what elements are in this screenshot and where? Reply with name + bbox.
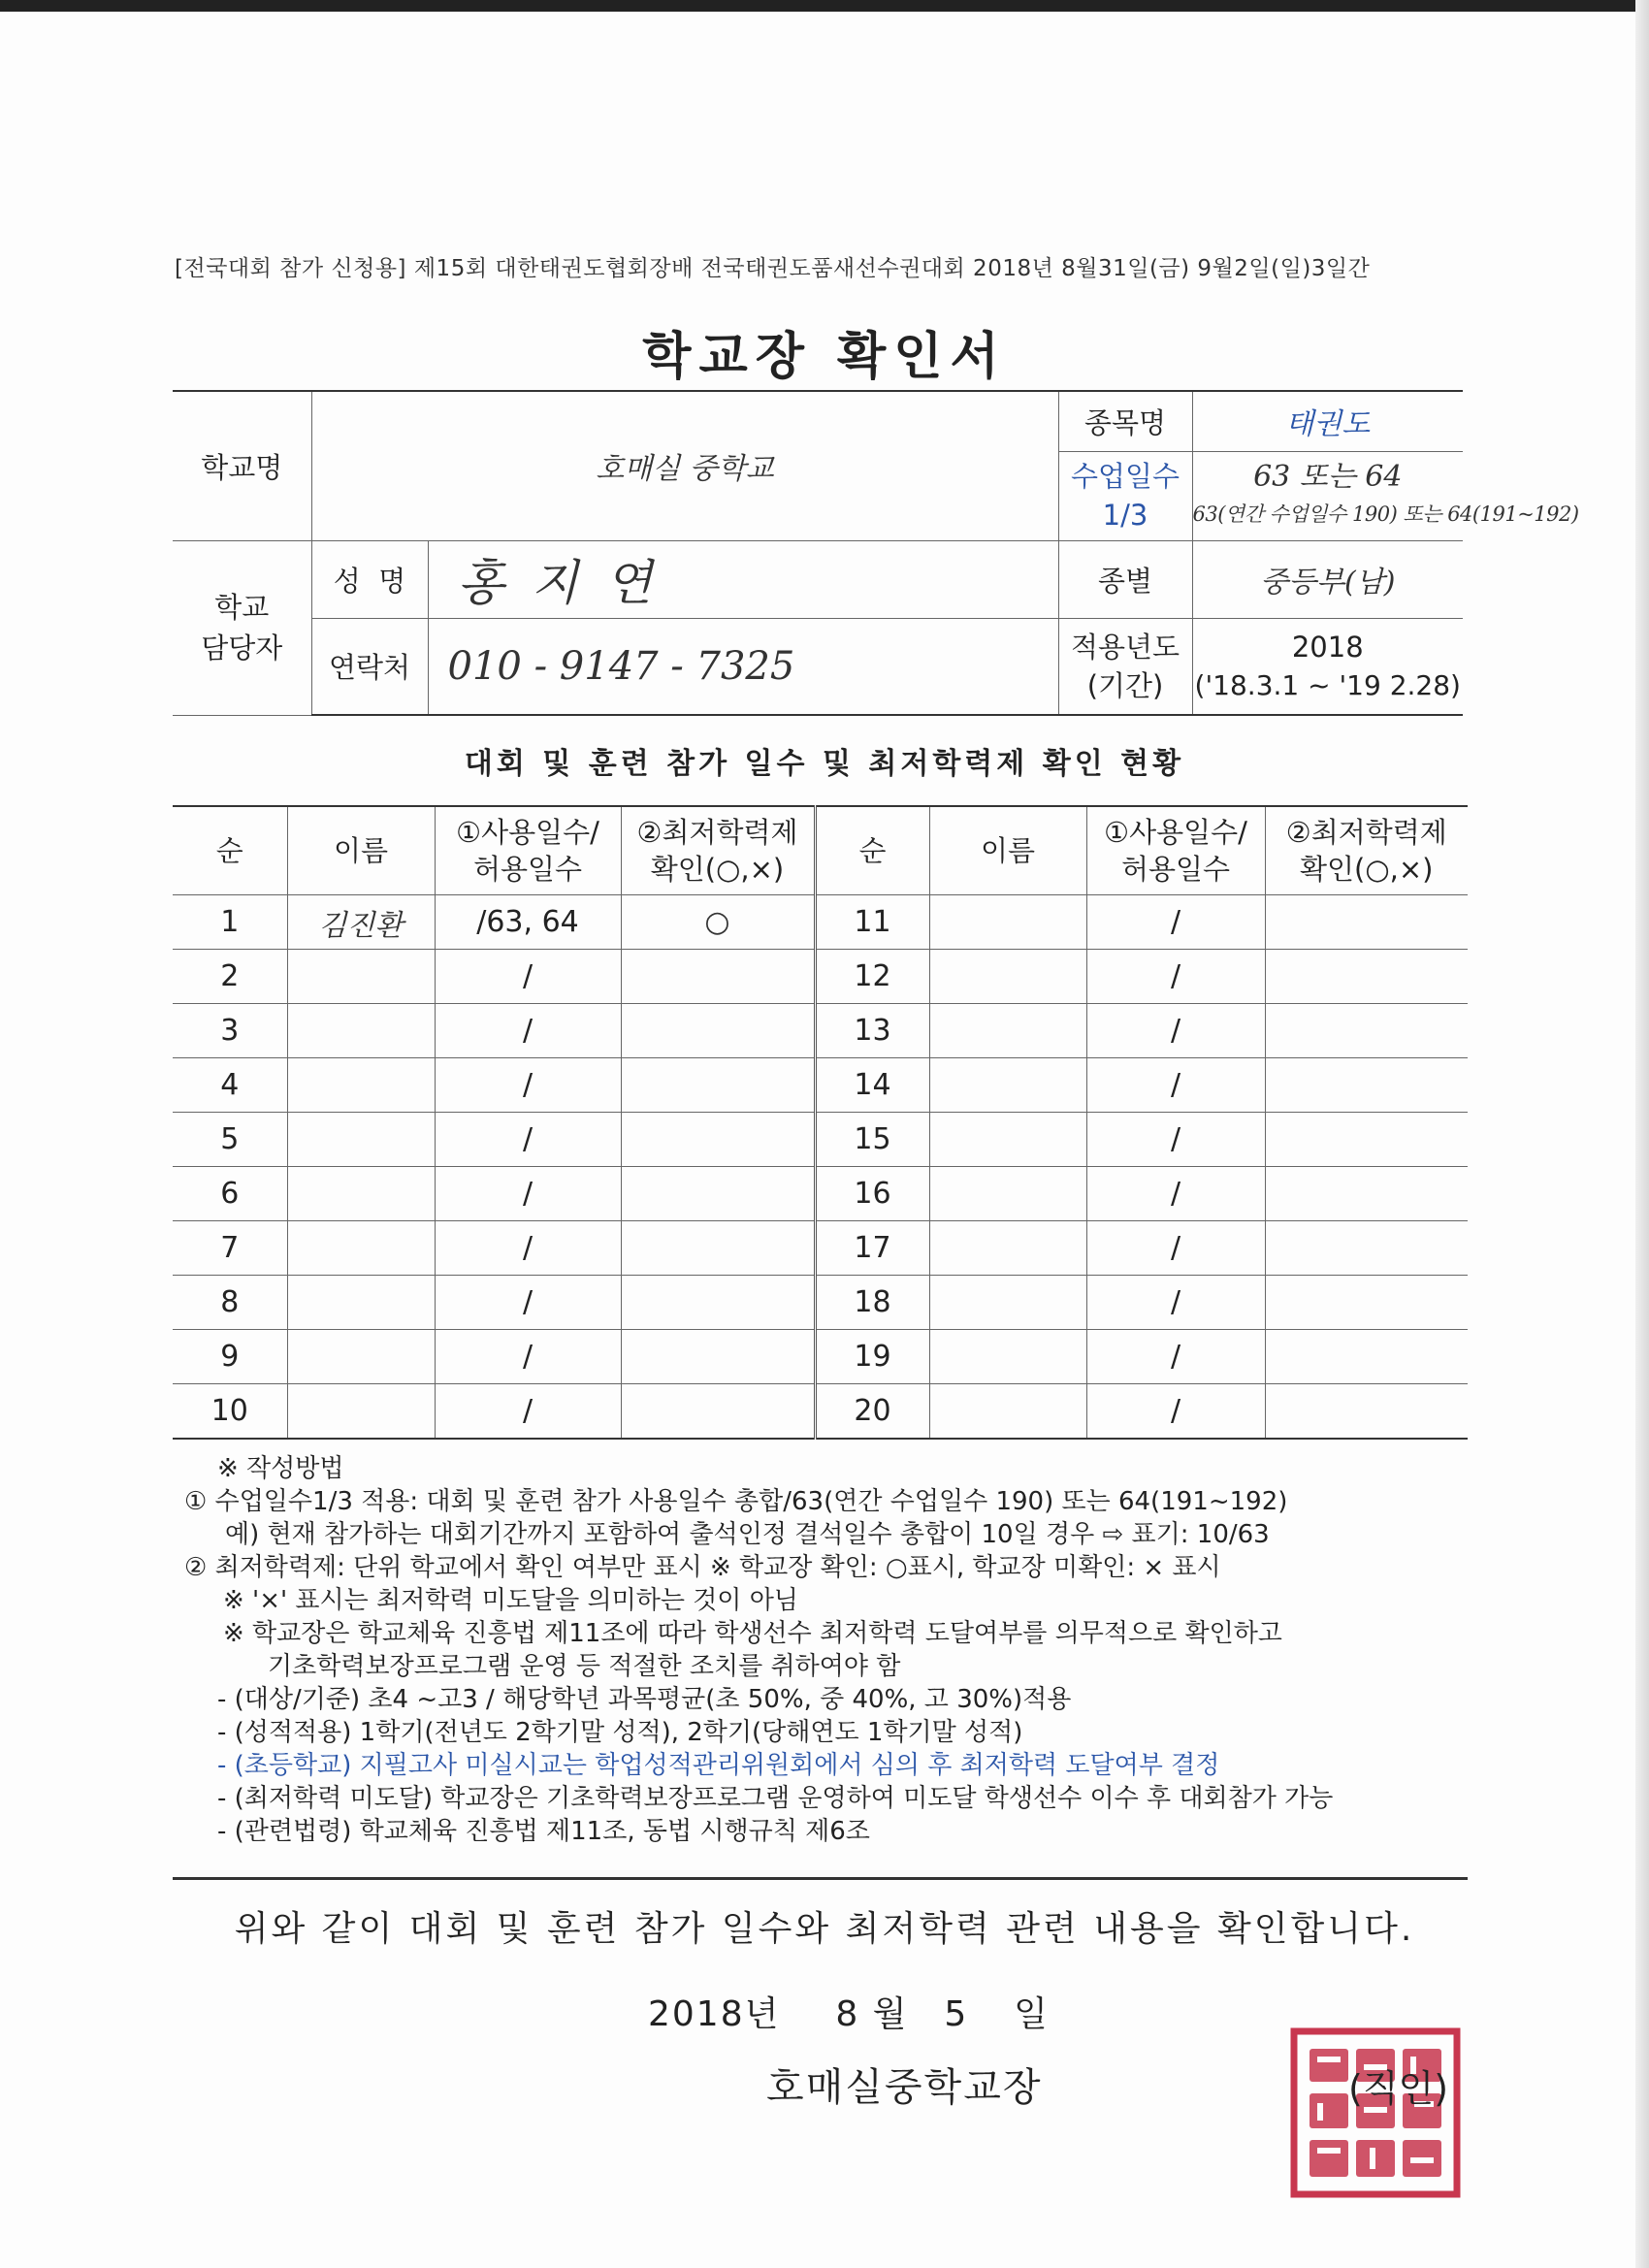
right-seq-cell: 11: [815, 895, 929, 950]
right-seq-cell: 18: [815, 1276, 929, 1330]
note-6: - (성적적용) 1학기(전년도 2학기말 성적), 2학기(당해연도 1학기말 성적): [217, 1718, 1023, 1747]
left-cert-cell: [621, 1058, 815, 1113]
right-name-cell: [929, 1167, 1086, 1221]
right-cert-cell: [1265, 1113, 1468, 1167]
right-days-cell: /: [1086, 1276, 1265, 1330]
left-cert-cell: ○: [621, 895, 815, 950]
year-label-line1: 적용년도: [1070, 630, 1180, 664]
participation-table: [173, 805, 1468, 1440]
right-cert-cell: [1265, 1384, 1468, 1440]
left-name-cell: [287, 1384, 435, 1440]
right-cert-cell: [1265, 1167, 1468, 1221]
official-seal-stamp: [1288, 2025, 1463, 2200]
left-cert-cell: [621, 1384, 815, 1440]
left-days-cell: /: [435, 1058, 621, 1113]
right-name-cell: [929, 950, 1086, 1004]
left-name-cell: [287, 1113, 435, 1167]
right-cert-cell: [1265, 1330, 1468, 1384]
left-name-cell: [287, 1004, 435, 1058]
right-name-cell: [929, 1221, 1086, 1276]
col-days-left-line2: 허용일수: [472, 853, 583, 886]
table-row: [173, 1004, 1468, 1058]
right-seq-cell: 17: [815, 1221, 929, 1276]
principal-name: 호매실중학교장: [766, 2065, 1043, 2110]
left-days-cell: /: [435, 950, 621, 1004]
left-name-cell: 김진환: [287, 895, 435, 950]
right-cert-cell: [1265, 1058, 1468, 1113]
date-month: 8: [835, 1994, 860, 2034]
document-title: 학교장 확인서: [642, 328, 1007, 386]
year-label-line2: (기간): [1086, 668, 1164, 702]
col-cert-left: [621, 806, 815, 895]
left-days-cell: /: [435, 1113, 621, 1167]
manager-label-line1: 학교: [214, 591, 270, 624]
col-cert-right-line1: ②최저학력제: [1285, 816, 1447, 849]
left-days-cell: /: [435, 1004, 621, 1058]
manager-label-line2: 담당자: [201, 632, 283, 664]
col-name-left: 이름: [287, 806, 435, 895]
school-name-label: 학교명: [173, 391, 311, 540]
year-value: 2018: [1291, 630, 1364, 664]
right-seq-cell: 14: [815, 1058, 929, 1113]
school-name-value: 호매실 중학교: [311, 391, 1058, 540]
right-days-cell: /: [1086, 1058, 1265, 1113]
table-row: [173, 950, 1468, 1004]
confirmation-statement: 위와 같이 대회 및 훈련 참가 일수와 최저학력 관련 내용을 확인합니다.: [234, 1909, 1415, 1949]
left-seq-cell: 6: [173, 1167, 287, 1221]
right-days-cell: /: [1086, 1167, 1265, 1221]
right-seq-cell: 13: [815, 1004, 929, 1058]
manager-name-value: 홍 지 연: [428, 540, 1058, 618]
left-cert-cell: [621, 1276, 815, 1330]
left-days-cell: /: [435, 1221, 621, 1276]
right-cert-cell: [1265, 1004, 1468, 1058]
right-seq-cell: 16: [815, 1167, 929, 1221]
seal-label: (직인): [1348, 2067, 1449, 2110]
notes-heading: ※ 작성방법: [217, 1454, 344, 1483]
right-seq-cell: 15: [815, 1113, 929, 1167]
event-value: 태권도: [1192, 391, 1463, 451]
left-cert-cell: [621, 1167, 815, 1221]
date-year: 2018년: [648, 1994, 781, 2034]
left-cert-cell: [621, 1113, 815, 1167]
year-period: ('18.3.1 ~ '19 2.28): [1194, 668, 1461, 701]
date-day: 5: [944, 1994, 969, 2034]
contact-label: 연락처: [311, 618, 428, 715]
note-4: ※ 학교장은 학교체육 진흥법 제11조에 따라 학생선수 최저학력 도달여부를 의무적으로 확인하고: [223, 1619, 1282, 1648]
right-seq-cell: 12: [815, 950, 929, 1004]
col-cert-left-line1: ②최저학력제: [636, 816, 798, 849]
school-days-value: 63 또는 64: [1253, 460, 1403, 494]
school-info-table: [173, 390, 1579, 716]
right-days-cell: /: [1086, 1330, 1265, 1384]
note-1: ① 수업일수1/3 적용: 대회 및 훈련 참가 사용일수 총합/63(연간 수업일수 190) 또는 64(191~192): [184, 1487, 1288, 1516]
left-seq-cell: 3: [173, 1004, 287, 1058]
col-cert-right: [1265, 806, 1468, 895]
right-seq-cell: 19: [815, 1330, 929, 1384]
right-days-cell: /: [1086, 1004, 1265, 1058]
table-row: [173, 1330, 1468, 1384]
scan-top-edge: [0, 0, 1649, 12]
left-days-cell: /: [435, 1330, 621, 1384]
note-7: - (초등학교) 지필고사 미실시교는 학업성적관리위원회에서 심의 후 최저학력 도달여부 결정: [217, 1751, 1220, 1780]
school-days-detail: 63(연간 수업일수 190) 또는 64(191~192): [1192, 502, 1579, 526]
table-row: [173, 895, 1468, 950]
note-9: - (관련법령) 학교체육 진흥법 제11조, 동법 시행규칙 제6조: [217, 1817, 870, 1846]
left-name-cell: [287, 950, 435, 1004]
table-row: [173, 1167, 1468, 1221]
left-name-cell: [287, 1167, 435, 1221]
note-1-example: 예) 현재 참가하는 대회기간까지 포함하여 출석인정 결석일수 총합이 10일 경우 ⇨ 표기: 10/63: [225, 1520, 1270, 1549]
right-name-cell: [929, 1113, 1086, 1167]
right-days-cell: /: [1086, 895, 1265, 950]
instructions: [184, 1452, 1484, 1848]
note-8: - (최저학력 미도달) 학교장은 기초학력보장프로그램 운영하여 미도달 학생선수 이수 후 대회참가 가능: [217, 1784, 1334, 1813]
category-label: 종별: [1058, 540, 1192, 618]
note-5: - (대상/기준) 초4 ~고3 / 해당학년 과목평균(초 50%, 중 40%, 고 30%)적용: [217, 1685, 1072, 1714]
section-title: 대회 및 훈련 참가 일수 및 최저학력제 확인 현황: [464, 747, 1185, 781]
left-seq-cell: 5: [173, 1113, 287, 1167]
document-header: [전국대회 참가 신청용] 제15회 대한태권도협회장배 전국태권도품새선수권대회 2018년 8월31일(금) 9월2일(일)3일간: [175, 256, 1371, 281]
right-name-cell: [929, 1058, 1086, 1113]
right-cert-cell: [1265, 1221, 1468, 1276]
category-value: 중등부(남): [1192, 540, 1463, 618]
left-cert-cell: [621, 1004, 815, 1058]
left-name-cell: [287, 1276, 435, 1330]
left-days-cell: /63, 64: [435, 895, 621, 950]
left-name-cell: [287, 1058, 435, 1113]
col-cert-left-line2: 확인(○,×): [650, 853, 785, 886]
col-days-right: [1086, 806, 1265, 895]
left-days-cell: /: [435, 1384, 621, 1440]
date-day-unit: 일: [1014, 1994, 1050, 2034]
right-name-cell: [929, 1004, 1086, 1058]
notes-divider: [173, 1877, 1468, 1880]
manager-name-label: 성 명: [311, 540, 428, 618]
right-name-cell: [929, 895, 1086, 950]
school-days-label: 수업일수: [1070, 460, 1180, 493]
right-days-cell: /: [1086, 1221, 1265, 1276]
table-row: [173, 1221, 1468, 1276]
col-days-right-line1: ①사용일수/: [1104, 816, 1247, 849]
col-days-left: [435, 806, 621, 895]
left-seq-cell: 1: [173, 895, 287, 950]
col-name-right: 이름: [929, 806, 1086, 895]
col-seq-right: 순: [815, 806, 929, 895]
col-days-right-line2: 허용일수: [1120, 853, 1231, 886]
right-seq-cell: 20: [815, 1384, 929, 1440]
right-days-cell: /: [1086, 950, 1265, 1004]
left-seq-cell: 10: [173, 1384, 287, 1440]
table-row: [173, 1058, 1468, 1113]
table-row: [173, 1384, 1468, 1440]
signing-date: [648, 1987, 1050, 2036]
left-seq-cell: 9: [173, 1330, 287, 1384]
left-days-cell: /: [435, 1276, 621, 1330]
left-cert-cell: [621, 1330, 815, 1384]
left-name-cell: [287, 1330, 435, 1384]
col-cert-right-line2: 확인(○,×): [1300, 853, 1434, 886]
event-label: 종목명: [1058, 391, 1192, 451]
right-cert-cell: [1265, 950, 1468, 1004]
note-4-cont: 기초학력보장프로그램 운영 등 적절한 조치를 취하여야 함: [268, 1652, 901, 1681]
left-seq-cell: 7: [173, 1221, 287, 1276]
left-seq-cell: 2: [173, 950, 287, 1004]
left-seq-cell: 8: [173, 1276, 287, 1330]
date-month-unit: 월: [872, 1994, 909, 2034]
right-cert-cell: [1265, 1276, 1468, 1330]
right-days-cell: /: [1086, 1384, 1265, 1440]
left-seq-cell: 4: [173, 1058, 287, 1113]
table-row: [173, 1113, 1468, 1167]
left-name-cell: [287, 1221, 435, 1276]
col-seq-left: 순: [173, 806, 287, 895]
right-days-cell: /: [1086, 1113, 1265, 1167]
left-cert-cell: [621, 1221, 815, 1276]
right-name-cell: [929, 1384, 1086, 1440]
contact-value: 010 - 9147 - 7325: [428, 618, 1058, 715]
table-row: [173, 1276, 1468, 1330]
left-days-cell: /: [435, 1167, 621, 1221]
left-cert-cell: [621, 950, 815, 1004]
col-days-left-line1: ①사용일수/: [456, 816, 599, 849]
school-days-fraction: 1/3: [1102, 499, 1148, 532]
right-cert-cell: [1265, 895, 1468, 950]
right-name-cell: [929, 1276, 1086, 1330]
right-name-cell: [929, 1330, 1086, 1384]
note-3: ※ '×' 표시는 최저학력 미도달을 의미하는 것이 아님: [223, 1586, 798, 1615]
note-2: ② 최저학력제: 단위 학교에서 확인 여부만 표시 ※ 학교장 확인: ○표시, 학교장 미확인: × 표시: [184, 1553, 1221, 1582]
